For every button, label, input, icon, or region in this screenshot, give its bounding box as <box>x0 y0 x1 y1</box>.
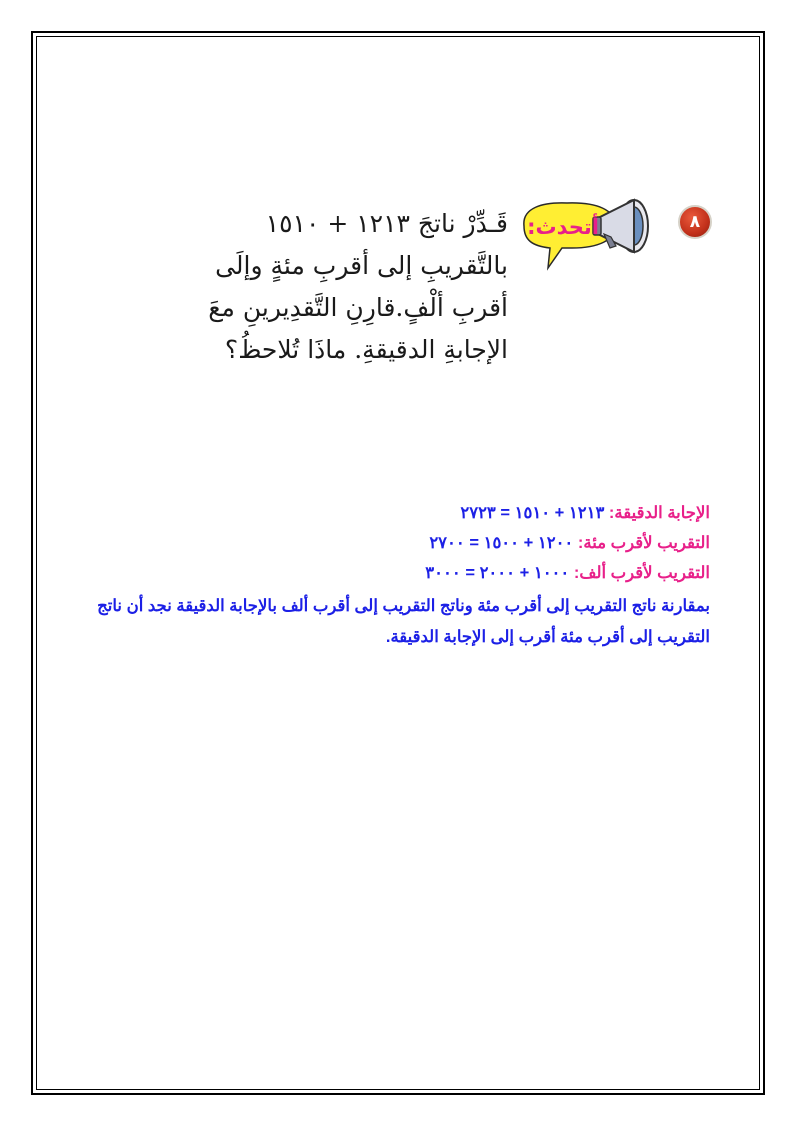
nearest-thousand-equation: ١٠٠٠ + ٢٠٠٠ = ٣٠٠٠ <box>425 564 570 582</box>
problem-text <box>150 203 508 371</box>
exercise-number-badge: ٨ <box>678 205 712 239</box>
nearest-thousand-label: التقريب لأقرب ألف: <box>573 564 710 582</box>
nearest-hundred-line <box>95 528 710 558</box>
problem-line: الإجابةِ الدقيقةِ. ماذَا تُلاحظُ؟ <box>224 335 508 364</box>
nearest-hundred-equation: ١٢٠٠ + ١٥٠٠ = ٢٧٠٠ <box>429 534 574 552</box>
nearest-hundred-label: التقريب لأقرب مئة: <box>577 534 710 552</box>
nearest-thousand-line <box>95 558 710 588</box>
exact-answer-equation: ١٢١٣ + ١٥١٠ = ٢٧٢٣ <box>460 504 605 522</box>
problem-line: قَـدِّرْ ناتجَ ١٢١٣ + ١٥١٠ <box>265 209 508 238</box>
exact-answer-label: الإجابة الدقيقة: <box>608 504 710 522</box>
problem-line: أقربِ ألْفٍ.قارِنِ التَّقدِيرينِ معَ <box>208 293 508 322</box>
conclusion-paragraph: بمقارنة ناتج التقريب إلى أقرب مئة وناتج التقريب إلى أقرب ألف بالإجابة الدقيقة نجد أن ناتج التقريب إلى أقرب مئة أقرب إلى الإجابة الدقيقة. <box>97 597 710 646</box>
exact-answer-line <box>95 498 710 528</box>
talk-label: أتحدث: <box>527 215 599 239</box>
solution-block <box>95 498 710 653</box>
problem-line: بالتَّقريبِ إلى أقربِ مئةٍ وإلَى <box>215 251 508 280</box>
